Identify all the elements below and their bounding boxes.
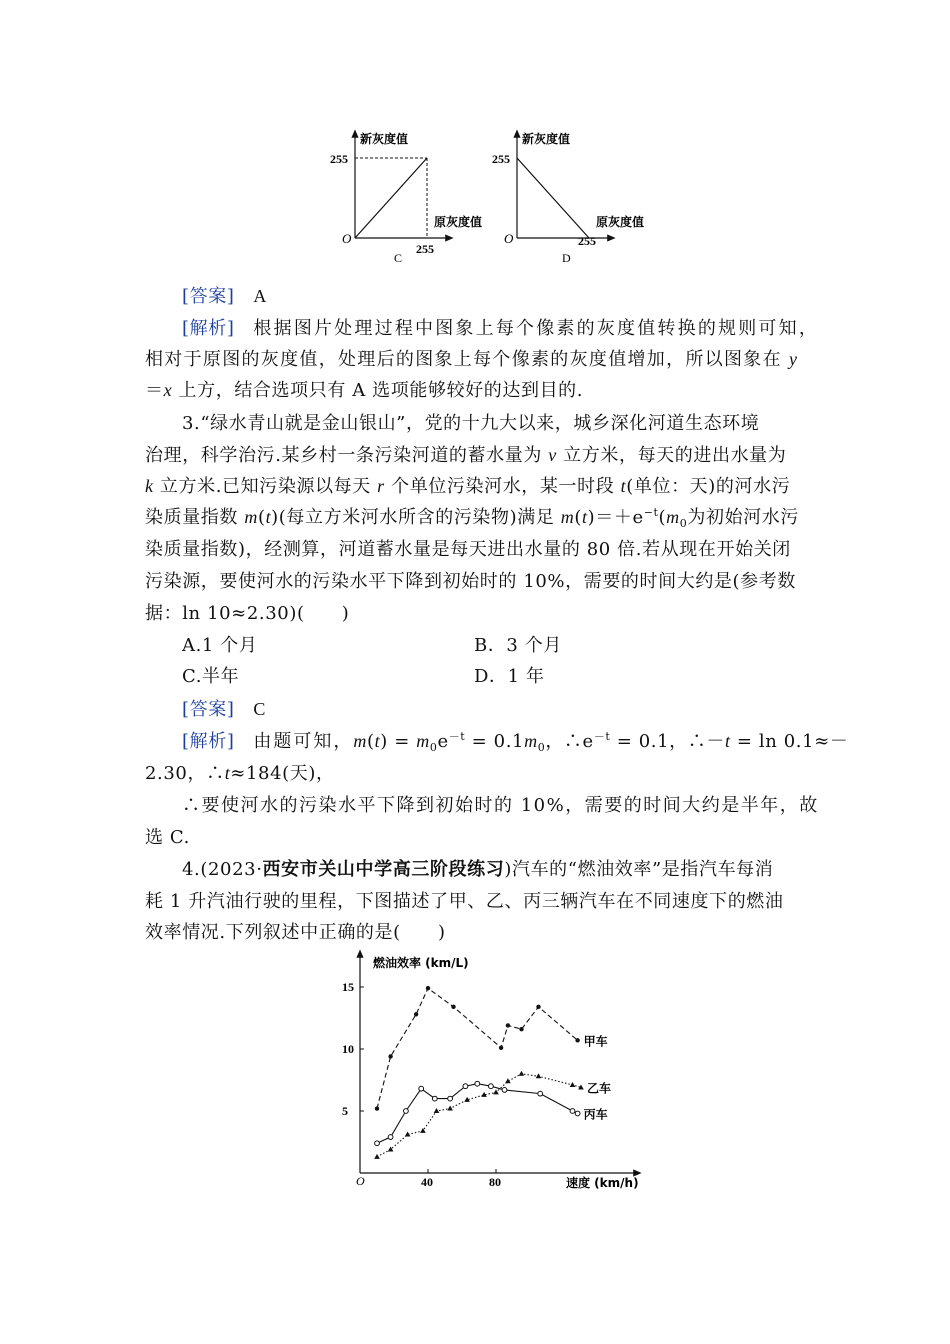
var-m: m (560, 507, 575, 527)
q3-line2 (145, 441, 786, 467)
q2-analysis-line2 (145, 345, 798, 371)
graph-c (330, 131, 482, 265)
text: (每立方米河水所含的污染物)满足 (278, 507, 555, 528)
exponent: －t (448, 730, 466, 743)
text: 立方米.已知污染源以每天 (159, 476, 371, 497)
graph-c-y255: 255 (330, 152, 348, 166)
fuel-efficiency-chart (340, 945, 660, 1195)
q3-line6: 污染源，要使河水的污染水平下降到初始时的 10%，需要的时间大约是(参考数 (145, 571, 796, 592)
text: 4.(2023· (182, 859, 263, 880)
y-tick-label: 5 (342, 1104, 348, 1118)
q2-analysis-line3 (145, 376, 583, 402)
data-point (432, 1096, 437, 1101)
graph-c-x255: 255 (416, 242, 434, 256)
var-m: m (353, 731, 368, 751)
graph-d-xlabel: 原灰度值 (596, 215, 645, 229)
analysis-text: 上方，结合选项只有 A 选项能够较好的达到目的. (178, 380, 584, 401)
data-point (536, 1073, 542, 1078)
answer-tag: [答案] (182, 699, 235, 720)
q4-line2: 耗 1 升汽油行驶的里程，下图描述了甲、乙、丙三辆汽车在不同速度下的燃油 (145, 891, 784, 912)
chart-ylabel: 燃油效率 (km/L) (373, 956, 469, 970)
q3-solution-line4: 选 C. (145, 827, 190, 848)
data-point (506, 1023, 510, 1027)
var-k: k (145, 476, 154, 496)
q3-option-a[interactable]: A.1 个月 (182, 635, 258, 656)
text: = ln 0.1≈－ (730, 731, 849, 752)
chart-origin: O (356, 1174, 365, 1188)
text: 2.30，∴ (145, 763, 225, 784)
data-point (519, 1071, 525, 1076)
q3-line4: 染质量指数 m(t)(每立方米河水所含的污染物)满足 $m(t)=+e^{-t}(m_0$为初始河水污 (145, 506, 799, 530)
data-point (388, 1135, 393, 1140)
data-point (375, 1141, 380, 1146)
text: ( (658, 507, 667, 528)
answer-tag: [答案] (182, 286, 235, 307)
source-school: 西安市关山中学高三阶段练习 (262, 859, 505, 880)
data-point (374, 1154, 380, 1159)
eq-sign: ＝ (145, 380, 164, 401)
q3-option-b[interactable]: B．3 个月 (474, 635, 563, 656)
series-line-2 (377, 1074, 581, 1157)
data-point (414, 1012, 418, 1016)
data-point (448, 1096, 453, 1101)
graph-d (492, 131, 644, 265)
data-point (519, 1027, 523, 1031)
text: = 0.1 (465, 731, 525, 752)
var-m0: m (666, 507, 680, 527)
grayscale-graphs (320, 125, 660, 270)
data-point (499, 1046, 503, 1050)
graph-d-ylabel: 新灰度值 (522, 132, 571, 146)
answer-value: A (253, 286, 268, 306)
data-point (575, 1111, 580, 1116)
var-m0: m (524, 731, 538, 751)
y-tick-label: 10 (342, 1042, 354, 1056)
x-tick-label: 40 (421, 1175, 433, 1189)
data-point (475, 1081, 480, 1086)
q2-analysis-line1 (182, 314, 819, 340)
q3-line1: 3.“绿水青山就是金山银山”，党的十九大以来，城乡深化河道生态环境 (182, 413, 760, 434)
data-point (570, 1082, 576, 1087)
var-r: r (377, 476, 385, 496)
chart-xlabel: 速度 (km/h) (566, 1176, 639, 1190)
graph-c-xlabel: 原灰度值 (434, 215, 483, 229)
data-point (538, 1091, 543, 1096)
q3-line5: 染质量指数)，经测算，河道蓄水量是每天进出水量的 80 倍.若从现在开始关闭 (145, 539, 791, 560)
data-point (426, 986, 430, 990)
data-point (419, 1086, 424, 1091)
var-m: m (244, 507, 258, 527)
graph-c-origin: O (342, 231, 352, 246)
exponent: −t (643, 506, 659, 519)
analysis-tag: [解析] (182, 731, 235, 752)
var-t: t (724, 731, 731, 751)
var-m0: m (416, 731, 430, 751)
series-label: 丙车 (583, 1107, 608, 1122)
subscript: 0 (429, 741, 438, 754)
subscript: 0 (679, 517, 688, 530)
graph-c-ylabel: 新灰度值 (360, 132, 409, 146)
data-point (489, 1084, 494, 1089)
y-tick-label: 15 (342, 980, 354, 994)
text: 染质量指数 (145, 507, 238, 528)
data-point (536, 1005, 540, 1009)
data-point (463, 1084, 468, 1089)
var-t: t (374, 731, 381, 751)
q4-line1 (182, 855, 773, 881)
data-point (434, 1108, 440, 1113)
formula: ＝＋e (595, 507, 644, 528)
data-point (570, 1109, 575, 1114)
var-t: t (224, 763, 231, 783)
q3-solution-line3: ∴要使河水的污染水平下降到初始时的 10%，需要的时间大约是半年，故 (182, 795, 819, 816)
subscript: 0 (537, 741, 546, 754)
var-v: v (548, 445, 557, 465)
data-point (575, 1038, 579, 1042)
data-point (404, 1109, 409, 1114)
text: ，∴e (545, 731, 594, 752)
data-point (447, 1106, 453, 1111)
graph-c-caption: C (394, 251, 403, 265)
text: 为初始河水污 (687, 507, 799, 528)
text: 治理，科学治污.某乡村一条污染河道的蓄水量为 (145, 445, 542, 466)
exponent: －t (593, 730, 611, 743)
text: (单位：天)的河水污 (626, 476, 791, 497)
answer-value: C (253, 699, 267, 719)
q3-line7: 据：ln 10≈2.30)( ) (145, 603, 350, 624)
var-t: t (265, 507, 272, 527)
text: 立方米，每天的进出水量为 (563, 445, 787, 466)
var-x: x (163, 380, 173, 400)
q3-option-d[interactable]: D．1 年 (474, 666, 545, 687)
data-point (405, 1132, 411, 1137)
graph-d-caption: D (562, 251, 571, 265)
var-y: y (788, 349, 799, 369)
q3-solution-line2 (145, 759, 335, 785)
x-tick-label: 80 (489, 1175, 501, 1189)
q3-solution-line1: [解析] 由题可知，$m(t) = m_0e^{-t} = 0.1m_0$，$\therefore e^{-t} = 0.1$，∴－t = ln 0.1≈－ (182, 730, 849, 754)
text: ≈184(天)， (230, 763, 335, 784)
series-line-1 (377, 988, 578, 1108)
var-t: t (620, 476, 627, 496)
data-point (502, 1088, 507, 1093)
analysis-text: 相对于原图的灰度值，处理后的图象上每个像素的灰度值增加，所以图象在 (145, 349, 782, 370)
text: 由题可知， (253, 731, 354, 752)
graph-d-x255: 255 (578, 234, 596, 248)
q2-answer (182, 282, 267, 308)
text: = 0.1，∴－ (610, 731, 725, 752)
q3-line3 (145, 472, 790, 498)
data-point (388, 1054, 392, 1058)
var-t: t (582, 507, 588, 527)
q3-answer (182, 695, 266, 721)
text: 个单位污染河水，某一时段 (391, 476, 615, 497)
q3-option-c[interactable]: C.半年 (182, 666, 240, 687)
text: )汽车的“燃油效率”是指汽车每消 (504, 859, 774, 880)
analysis-tag: [解析] (182, 318, 235, 339)
data-point (375, 1106, 379, 1110)
q4-line3: 效率情况.下列叙述中正确的是( ) (145, 922, 446, 943)
text: e (437, 731, 449, 752)
data-point (451, 1005, 455, 1009)
series-label: 乙车 (587, 1081, 612, 1096)
graph-d-origin: O (504, 231, 514, 246)
analysis-text: 根据图片处理过程中图象上每个像素的灰度值转换的规则可知， (253, 318, 820, 339)
graph-d-y255: 255 (492, 152, 510, 166)
series-label: 甲车 (583, 1034, 608, 1049)
